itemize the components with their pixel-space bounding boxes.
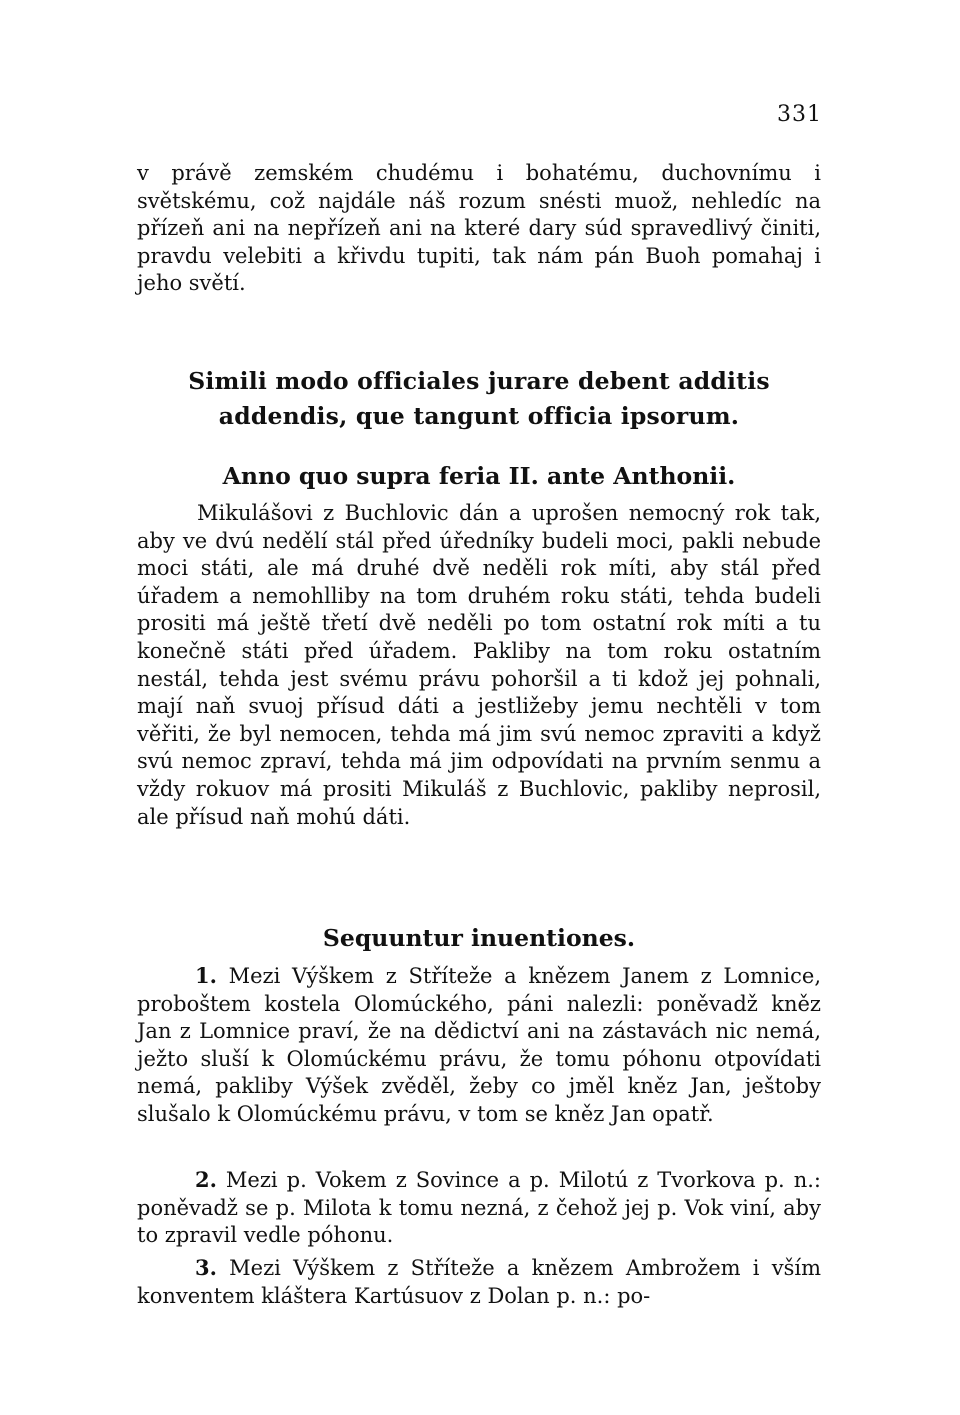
list-item — [137, 1166, 821, 1250]
list-item — [137, 962, 821, 1129]
page-number: 331 — [777, 102, 822, 127]
list-item — [137, 1254, 821, 1310]
item-text: Mezi Výškem z Stříteže a knězem Janem z Lomnice, proboštem kostela Olomúckého, páni nalezli: poněvadž kněz Jan z Lomnice praví, že na dědictví ani na zástavách nic nemá, ježto sluší k Olomúckému právu, že tomu póhonu otpovídati nemá, pakliby Výšek zvěděl, žeby co jměl kněz Jan, ještoby slušalo k Olomúckému právu, v tom se kněz Jan opatř. — [137, 964, 821, 1126]
item-number: 2. — [195, 1167, 217, 1192]
item-text: Mezi p. Vokem z Sovince a p. Milotú z Tvorkova p. n.: poněvadž se p. Milota k tomu nezná, z čehož jej p. Vok viní, aby to zpravil vedle póhonu. — [137, 1168, 821, 1248]
item-number: 1. — [195, 963, 217, 988]
paragraph-mikulas: Mikulášovi z Buchlovic dán a uprošen nemocný rok tak, aby ve dvú nedělí stál před úředníky budeli moci, pakli nebude moci státi, ale má druhé dvě neděli rok míti, aby stál před úřadem a nemohlliby na tom druhém roku státi, tehda budeli prositi má ještě třetí dvě neděli po tom ostatní rok míti a tu konečně státi před úřadem. Pakliby na tom roku ostatním nestál, tehda jest svému právu pohoršil a ti kdož jej pohnali, mají naň svuoj přísud dáti a jestližeby jemu nechtěli v tom věřiti, že byl nemocen, tehda má jim svú nemoc zpraviti a když svú nemoc zpraví, tehda má jim odpovídati na prvním senmu a vždy rokuov má prositi Mikuláš z Buchlovic, pakliby neprosil, ale přísud naň mohú dáti. — [137, 501, 821, 829]
paragraph-intro: v právě zemském chudému i bohatému, duchovnímu i světskému, což najdále náš rozum snésti muož, nehledíc na přízeň ani na nepřízeň ani na které dary súd spravedlivý činiti, pravdu velebiti a křivdu tupiti, tak nám pán Buoh pomahaj i jeho světí. — [137, 161, 821, 296]
section-heading-officiales: Simili modo officiales jurare debent additis addendis, que tangunt officia ipsorum. — [188, 367, 770, 430]
item-text: Mezi Výškem z Stříteže a knězem Ambrožem i vším konventem kláštera Kartúsuov z Dolan p. n.: po- — [137, 1256, 821, 1308]
section-heading-sequuntur: Sequuntur inuentiones. — [322, 924, 636, 952]
date-heading: Anno quo supra feria II. ante Anthonii. — [222, 462, 736, 490]
item-number: 3. — [195, 1255, 217, 1280]
